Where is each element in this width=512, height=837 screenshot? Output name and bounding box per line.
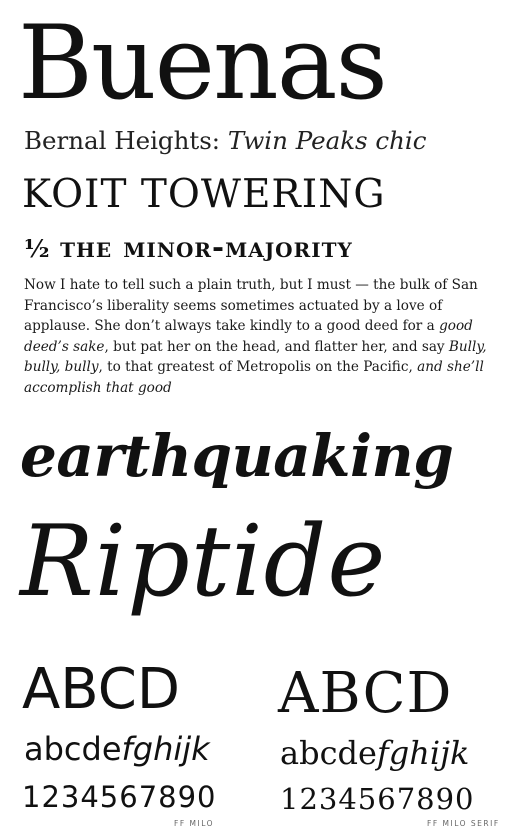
serif-lower-italic: fghijk <box>376 734 470 772</box>
paragraph-italic-1: good deed’s sake <box>24 318 473 355</box>
small-caps-line <box>24 228 353 268</box>
serif-caps-specimen: ABCD <box>278 661 453 726</box>
fraction-glyph: ½ <box>24 234 51 263</box>
sans-caps-specimen: ABCD <box>22 657 180 722</box>
serif-font-tag: FF MILO SERIF <box>427 819 500 828</box>
paragraph-italic-3: and she’ll accomplish that good <box>24 359 484 396</box>
sans-lower-roman: abcde <box>24 730 122 768</box>
sans-font-tag: FF MILO <box>174 819 215 828</box>
italic-showcase: Riptide <box>20 505 387 619</box>
paragraph-text-1: Now I hate to tell such a plain truth, but I must — the bulk of San Francisco’s liberality seems sometimes actuated by a love of applause. She don’t always take kindly to a good deed for a <box>24 277 478 335</box>
serif-numerals-specimen: 1234567890 <box>280 782 475 816</box>
small-caps-text: the minor-majority <box>60 230 353 264</box>
serif-lowercase-specimen <box>280 731 469 775</box>
body-paragraph <box>24 275 496 399</box>
paragraph-italic-2: Bully, bully, bully <box>24 338 487 376</box>
sans-lower-italic: fghijk <box>121 730 210 768</box>
paragraph-text-2: , but pat her on the head, and flatter her, and say <box>104 338 449 355</box>
sans-numerals-specimen: 1234567890 <box>22 780 217 814</box>
serif-lower-roman: abcde <box>280 734 377 772</box>
subtitle-roman: Bernal Heights: <box>24 126 228 155</box>
caps-line: KOIT TOWERING <box>22 172 386 217</box>
paragraph-text-3: , to that greatest of Metropolis on the Pacific, <box>98 359 418 376</box>
bold-italic-showcase: earthquaking <box>20 422 454 490</box>
sans-lowercase-specimen <box>24 727 210 771</box>
subtitle-line <box>24 124 426 158</box>
subtitle-italic: Twin Peaks chic <box>227 126 427 155</box>
hero-word: Buenas <box>18 4 386 123</box>
